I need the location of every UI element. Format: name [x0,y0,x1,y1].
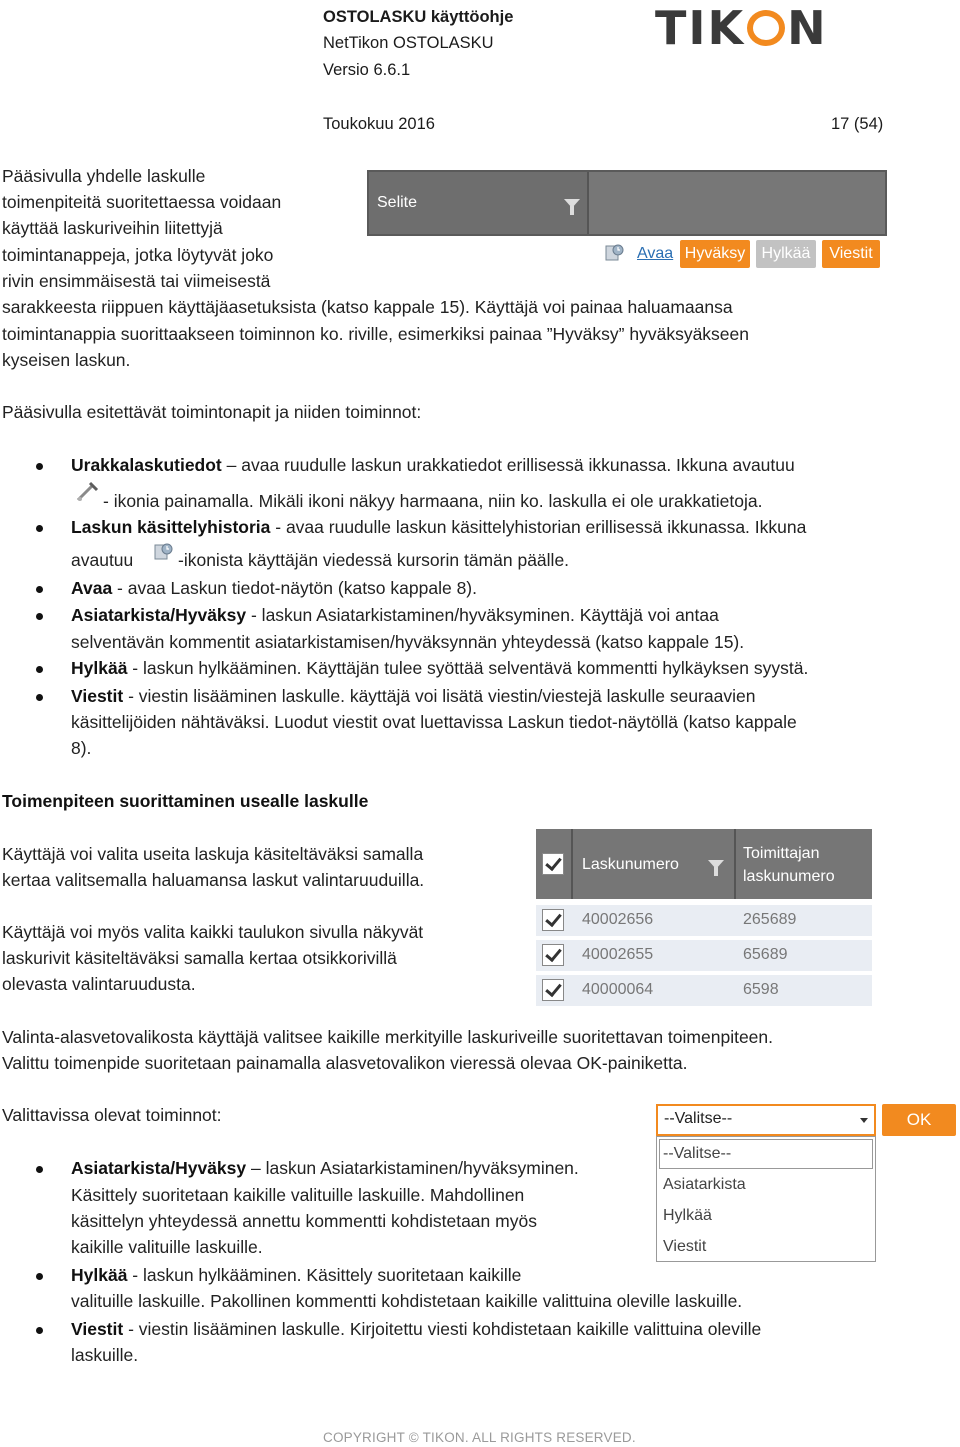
bullet-text: - laskun hylkääminen. Käsittely suoritetaan kaikille [127,1265,522,1285]
bullet [36,525,43,532]
available-actions-label: Valittavissa olevat toiminnot: [2,1105,222,1125]
filter-icon[interactable] [708,860,724,869]
intro-line: toimintanappeja, jotka löytyvät joko [2,245,274,265]
chevron-down-icon [860,1118,868,1123]
paragraph-line: laskurivit käsiteltäväksi samalla kertaa otsikkorivillä [2,948,397,968]
reject-button[interactable]: Hylkää [756,240,816,268]
bullet-text: selventävän kommentit asiatarkistamisen/hyväksynnän yhteydessä (katso kappale 15). [71,632,745,652]
copyright-footer: COPYRIGHT © TIKON. ALL RIGHTS RESERVED. [323,1430,636,1445]
intro-line: toimintanappia suorittaakseen toiminnon ko. riville, esimerkiksi painaa ”Hyväksy” hyväksyäkseen [2,324,749,344]
history-icon[interactable] [603,242,625,264]
bullet-item [71,452,795,478]
bullet-term: Hylkää [71,1265,128,1285]
bullet [36,666,43,673]
bullet-text: käsittelijöiden nähtäväksi. Luodut viestit ovat luettavissa Laskun tiedot-näytöllä (katso kappale [71,712,797,732]
bullet [36,586,43,593]
bullet-item [71,1155,579,1181]
bullet-term: Avaa [71,578,113,598]
action-select-options [656,1136,876,1262]
bullet-term: Asiatarkista/Hyväksy [71,605,247,625]
paragraph-line: Käyttäjä voi myös valita kaikki taulukon sivulla näkyvät [2,922,424,942]
column-header-supplier-invoice[interactable]: Toimittajan [743,845,820,862]
column-header-supplier-invoice[interactable]: laskunumero [743,868,835,885]
bullet-text: Käsittely suoritetaan kaikille valituille laskuille. Mahdollinen [71,1185,525,1205]
table-row[interactable] [536,972,872,1006]
section-heading: Toimenpiteen suorittaminen usealle laskulle [2,791,369,811]
bullet-item [71,602,719,628]
bullet-term: Urakkalaskutiedot [71,455,222,475]
invoice-selection-table [536,829,872,1007]
doc-date: Toukokuu 2016 [323,115,435,133]
bullet-item [71,1262,521,1288]
bullet-item [71,683,755,709]
bullet-text: – laskun Asiatarkistaminen/hyväksyminen. [246,1158,579,1178]
paragraph-line: olevasta valintaruudusta. [2,974,196,994]
bullet-text: laskuille. [71,1345,139,1365]
page-number: 17 (54) [831,115,884,133]
intro-line: sarakkeesta riippuen käyttäjäasetuksista (katso kappale 15). Käyttäjä voi painaa haluamaansa [2,297,733,317]
supplier-invoice-number: 6598 [743,981,779,998]
product-name: NetTikon OSTOLASKU [323,34,494,52]
bullet-term: Laskun käsittelyhistoria [71,517,271,537]
bullet [36,1273,43,1280]
bullet-text: käsittelyn yhteydessä annettu kommentti kohdistetaan myös [71,1211,537,1231]
paragraph-line: Valittu toimenpide suoritetaan painamalla alasvetovalikon vieressä olevaa OK-painiketta. [2,1053,688,1073]
bullet-term: Viestit [71,1319,124,1339]
bullet-item [71,655,808,681]
open-link[interactable]: Avaa [637,245,674,262]
dropdown-option[interactable]: Asiatarkista [663,1176,746,1193]
bullet-text: - laskun hylkääminen. Käyttäjän tulee syöttää selventävä kommentti hylkäyksen syystä. [127,658,809,678]
table-row[interactable] [536,902,872,936]
action-select[interactable] [656,1104,876,1136]
bullet [36,613,43,620]
doc-title: OSTOLASKU käyttöohje [323,8,514,26]
row-checkbox[interactable] [542,909,564,931]
bullet-text: valituille laskuille. Pakollinen kommentti kohdistetaan kaikille valittuina oleville laskuille. [71,1291,743,1311]
bullet [36,694,43,701]
supplier-invoice-number: 265689 [743,911,797,928]
ok-button[interactable]: OK [882,1104,956,1136]
bullet-item [71,514,806,540]
row-checkbox[interactable] [542,979,564,1001]
header-divider [734,829,736,899]
supplier-invoice-number: 65689 [743,946,788,963]
bullet-text: -ikonista käyttäjän viedessä kursorin tämän päälle. [178,550,570,570]
bullet-item [71,1316,761,1342]
bullet-text: - viestin lisääminen laskulle. Kirjoitettu viesti kohdistetaan kaikille valittuina oleville [123,1319,762,1339]
invoice-number: 40002655 [582,946,654,963]
bullet-term: Viestit [71,686,124,706]
bullet [36,463,43,470]
select-all-checkbox[interactable] [542,853,564,875]
filter-icon[interactable] [564,199,580,208]
column-header-label: Selite [377,194,418,211]
paragraph-line: kertaa valitsemalla haluamansa laskut valintaruuduilla. [2,870,425,890]
column-header-invoice-number[interactable]: Laskunumero [582,856,679,873]
bullet-term: Hylkää [71,658,128,678]
row-checkbox[interactable] [542,944,564,966]
dropdown-option[interactable]: --Valitse-- [663,1145,732,1162]
bullet-text: - avaa ruudulle laskun käsittelyhistorian erillisessä ikkunassa. Ikkuna [270,517,807,537]
invoice-number: 40000064 [582,981,654,998]
paragraph-line: Käyttäjä voi valita useita laskuja käsiteltäväksi samalla [2,844,424,864]
bullet-text: kaikille valituille laskuille. [71,1237,263,1257]
table-header [536,829,872,899]
version: Versio 6.6.1 [323,61,411,79]
paragraph-line: Valinta-alasvetovalikosta käyttäjä valitsee kaikille merkityille laskuriveille suoritettavan toimenpiteen. [2,1027,773,1047]
contract-info-icon[interactable] [74,480,100,504]
dropdown-option[interactable]: Viestit [663,1238,707,1255]
functions-heading: Pääsivulla esitettävät toimintonapit ja niiden toiminnot: [2,402,422,422]
messages-button[interactable]: Viestit [822,240,880,268]
header-divider [571,829,573,899]
table-row[interactable] [536,937,872,971]
intro-line: Pääsivulla yhdelle laskulle [2,166,206,186]
column-header-selite[interactable] [369,172,589,234]
intro-line: toimenpiteitä suoritettaessa voidaan [2,192,282,212]
bullet-text: 8). [71,738,92,758]
tikon-logo: TIK N [655,1,828,55]
grid-header-screenshot [367,170,887,236]
history-icon[interactable] [152,541,176,563]
action-select-value: --Valitse-- [664,1110,733,1127]
bullet-text: avautuu [71,550,134,570]
invoice-number: 40002656 [582,911,654,928]
bullet-text: – avaa ruudulle laskun urakkatiedot erillisessä ikkunassa. Ikkuna avautuu [221,455,795,475]
bullet [36,1327,43,1334]
intro-line: käyttää laskuriveihin liitettyjä [2,218,223,238]
bullet [36,1166,43,1173]
bullet-text: - ikonia painamalla. Mikäli ikoni näkyy harmaana, niin ko. laskulla ei ole urakkatietoja. [103,491,763,511]
intro-line: kyseisen laskun. [2,350,131,370]
approve-button[interactable]: Hyväksy [680,240,750,268]
bullet-item [71,575,477,601]
bullet-text: - viestin lisääminen laskulle. käyttäjä voi lisätä viestin/viestejä laskulle seuraavien [123,686,756,706]
bullet-text: - avaa Laskun tiedot-näytön (katso kappale 8). [112,578,477,598]
dropdown-option[interactable]: Hylkää [663,1207,712,1224]
bullet-text: - laskun Asiatarkistaminen/hyväksyminen. Käyttäjä voi antaa [246,605,719,625]
intro-line: rivin ensimmäisestä tai viimeisestä [2,271,271,291]
bullet-term: Asiatarkista/Hyväksy [71,1158,247,1178]
